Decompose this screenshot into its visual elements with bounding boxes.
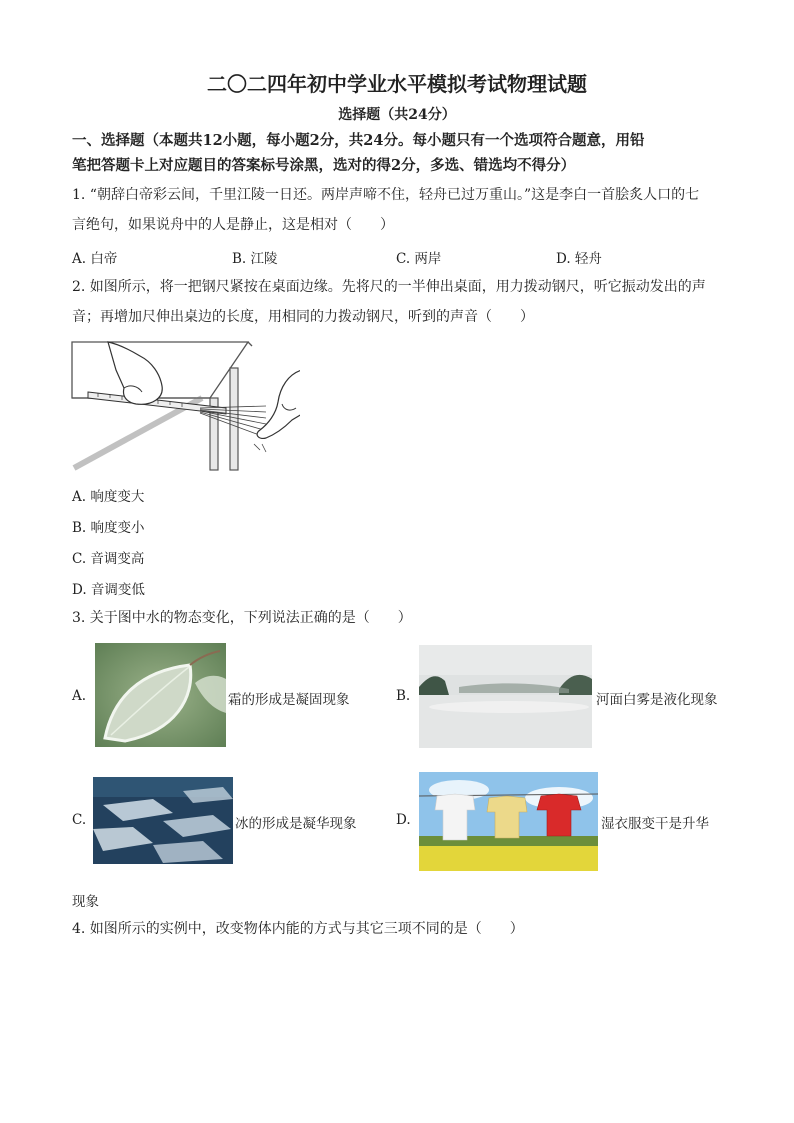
ruler-on-table-figure xyxy=(70,340,300,472)
q3-option-a-letter: A. xyxy=(72,688,87,704)
q2-option-a: A. 响度变大 xyxy=(72,489,145,505)
section-line-1: 一、选择题（本题共12小题，每小题2分，共24分。每小题只有一个选项符合题意，用铅 xyxy=(72,132,645,149)
q3-option-d-letter: D. xyxy=(396,812,411,828)
q2-line-1: 2. 如图所示，将一把钢尺紧按在桌面边缘。先将尺的一半伸出桌面，用力拨动钢尺，听它振动发出的声 xyxy=(72,279,706,295)
q1-option-d: D. 轻舟 xyxy=(556,251,602,267)
question-1-stem xyxy=(72,180,724,240)
q3-option-d-text: 湿衣服变干是升华 xyxy=(601,816,709,832)
q3-option-a-text: 霜的形成是凝固现象 xyxy=(228,692,350,708)
q2-option-c: C. 音调变高 xyxy=(72,551,145,567)
drying-clothes-photo xyxy=(419,772,598,871)
section-line-2: 笔把答题卡上对应题目的答案标号涂黑，选对的得2分，多选、错选均不得分） xyxy=(72,157,576,174)
question-4-stem: 4. 如图所示的实例中，改变物体内能的方式与其它三项不同的是（ ） xyxy=(72,921,524,937)
q1-line-2: 言绝句，如果说舟中的人是静止，这是相对（ ） xyxy=(72,217,394,233)
q3-option-c-letter: C. xyxy=(72,812,87,828)
q2-option-d: D. 音调变低 xyxy=(72,582,145,598)
river-fog-photo xyxy=(419,645,592,748)
ice-photo xyxy=(93,777,233,864)
q3-option-b-letter: B. xyxy=(396,688,411,704)
question-3-stem: 3. 关于图中水的物态变化，下列说法正确的是（ ） xyxy=(72,610,412,626)
q2-option-b: B. 响度变小 xyxy=(72,520,145,536)
page-title: 二〇二四年初中学业水平模拟考试物理试题 xyxy=(207,72,587,96)
q1-option-a: A. 白帝 xyxy=(72,251,118,267)
q1-line-1: 1. “朝辞白帝彩云间，千里江陵一日还。两岸声啼不住，轻舟已过万重山。”这是李白一首脍炙人口的七 xyxy=(72,187,700,203)
q2-line-2: 音；再增加尺伸出桌边的长度，用相同的力拨动钢尺，听到的声音（ ） xyxy=(72,309,534,325)
section-instructions xyxy=(72,128,732,178)
q3-option-c-text: 冰的形成是凝华现象 xyxy=(235,816,357,832)
q3-option-b-text: 河面白雾是液化现象 xyxy=(596,692,718,708)
section-subtitle: 选择题（共24分） xyxy=(338,107,456,123)
frost-leaf-photo xyxy=(95,643,226,747)
q3-option-d-wrap: 现象 xyxy=(72,894,99,910)
question-2-stem xyxy=(72,272,724,332)
q1-option-c: C. 两岸 xyxy=(396,251,442,267)
q1-option-b: B. 江陵 xyxy=(232,251,278,267)
